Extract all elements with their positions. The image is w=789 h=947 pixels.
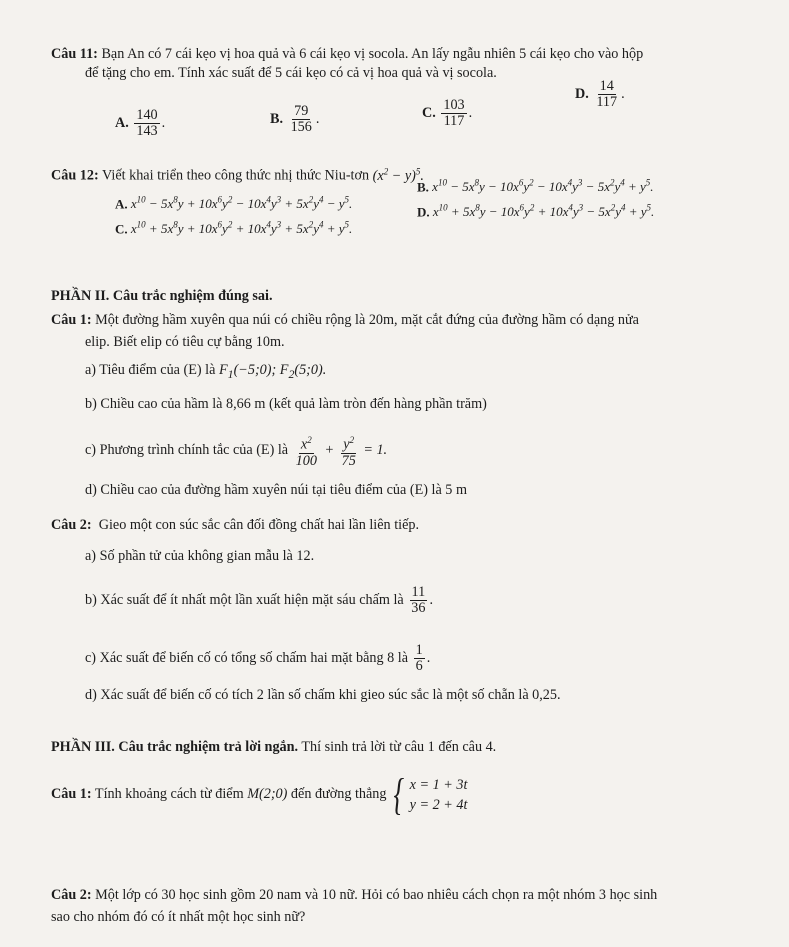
foci-expression: $F_1(-5;0)$; $F_2(5;0)$. [218,362,327,381]
p3-q2-label: Câu 2: [51,887,92,903]
q12-label: Câu 12: [51,167,99,184]
p2-q1-b[interactable]: b) Chiều cao của hầm là 8,66 m (kết quả làm tròn đến hàng phần trăm) [85,396,487,412]
p3-q2-text1: Một lớp có 30 học sinh gồm 20 nam và 10 nữ. Hỏi có bao nhiêu cách chọn ra một nhóm 3 học sinh [95,887,658,903]
part2-title: PHẦN II. Câu trắc nghiệm đúng sai. [51,288,273,304]
p3-q2-line2: sao cho nhóm đó có ít nhất một học sinh nữ? [51,909,306,925]
option-key: D. [575,85,589,102]
q11-text1: Bạn An có 7 cái kẹo vị hoa quả và 6 cái kẹo vị socola. An lấy ngẫu nhiên 5 cái kẹo cho vào hộp [101,46,644,62]
system-eq2: y = 2 + 4t [409,796,468,813]
part3-heading [51,738,496,756]
p2-q2-text: Gieo một con súc sắc cân đối đồng chất hai lần liên tiếp. [98,517,420,533]
q11-label: Câu 11: [51,46,98,62]
q12-option-c[interactable] [115,220,352,237]
option-expression: $x^{10} - 5x^8y - 10x^6y^2 - 10x^4y^3 - 5x^2y^4 + y^5$. [432,178,654,195]
p2-q1-line2: elip. Biết elip có tiêu cự bằng 10m. [85,334,285,350]
p2-q2-d[interactable]: d) Xác suất để biến cố có tích 2 lần số chấm khi gieo súc sắc là một số chẵn là 0,25. [85,687,561,703]
line-system [390,769,468,819]
fraction [441,98,466,129]
option-key: A. [115,114,129,131]
fraction [594,79,619,110]
q12-option-d[interactable] [417,203,654,220]
statement-text: b) Xác suất để ít nhất một lần xuất hiện mặt sáu chấm là [85,591,404,608]
p3-q1-text: Tính khoảng cách từ điểm [94,786,244,802]
denominator: 117 [596,94,618,110]
q12-text: Viết khai triển theo công thức nhị thức Niu-tơn [102,167,370,184]
denominator: 143 [136,123,158,139]
option-expression: $x^{10} + 5x^8y + 10x^6y^2 + 10x^4y^3 + 5x^2y^4 + y^5$. [130,220,353,237]
p2-q2-a[interactable]: a) Số phần tử của không gian mẫu là 12. [85,548,315,564]
q11-option-d[interactable]: D. $\frac{14}{117}$ . [575,78,625,110]
fraction [409,585,427,616]
p2-q1-a[interactable] [85,361,326,383]
denominator: 156 [290,119,312,135]
q12-option-b[interactable] [417,178,654,195]
system-eq1: x = 1 + 3t [409,776,468,793]
option-key: B. [417,179,429,195]
numerator: 103 [443,97,465,113]
numerator: 79 [294,103,309,119]
p3-q1-line [51,769,468,819]
q11-line1 [51,45,643,63]
p2-q1-d[interactable]: d) Chiều cao của đường hầm xuyên núi tại tiêu điểm của (E) là 5 m [85,482,467,498]
q11-option-b[interactable]: B. $\frac{79}{156}$ . [270,103,320,135]
option-key: A. [115,196,128,212]
option-key: C. [422,104,436,121]
option-key: B. [270,110,284,127]
statement-text: a) Tiêu điểm của (E) là [85,362,216,378]
denominator: 36 [411,600,426,616]
option-expression: $x^{10} + 5x^8y - 10x^6y^2 + 10x^4y^3 - 5x^2y^4 + y^5$. [432,203,655,220]
option-expression: $x^{10} - 5x^8y + 10x^6y^2 - 10x^4y^3 + 5x^2y^4 - y^5$. [130,195,353,212]
p2-q2-b[interactable]: b) Xác suất để ít nhất một lần xuất hiện mặt sáu chấm là $\frac{11}{36}$ . [85,584,434,616]
q11-option-c[interactable]: C. $\frac{103}{117}$ . [422,97,473,129]
p2-q1-c[interactable] [85,433,387,469]
fraction [289,104,314,135]
brace-icon: { [393,769,405,819]
q12-expression: $(x^2 - y)^5$. [372,166,424,184]
p3-q1-text2: đến đường thẳng [290,786,387,802]
fraction [414,643,425,674]
q11-option-a[interactable]: A. $\frac{140}{143}$ . [115,107,166,139]
option-key: C. [115,221,128,237]
numerator: 140 [136,107,158,123]
p2-q1-text1: Một đường hầm xuyên qua núi có chiều rộng là 20m, mặt cắt đứng của đường hầm có dạng nửa [95,312,639,328]
numerator: 1 [415,642,423,658]
p2-q2-c[interactable]: c) Xác suất để biến cố có tổng số chấm hai mặt bằng 8 là $\frac{1}{6}$ . [85,642,431,674]
p3-q1-point: M(2;0) [247,786,288,802]
denominator: 6 [415,658,423,674]
q11-line2: để tặng cho em. Tính xác suất để 5 cái kẹo có cả vị hoa quả và vị socola. [85,65,497,81]
p2-q1-label: Câu 1: [51,312,92,328]
option-key: D. [417,204,430,220]
statement-text: c) Phương trình chính tắc của (E) là [85,442,289,459]
part3-subtitle: Thí sinh trả lời từ câu 1 đến câu 4. [301,739,497,755]
statement-text: c) Xác suất để biến cố có tổng số chấm hai mặt bằng 8 là [85,649,409,666]
fraction [134,108,159,139]
ellipse-equation: $\frac{x^2}{100}$ + $\frac{y^2}{75}$ = 1. [295,435,388,469]
q12-option-a[interactable] [115,195,352,212]
denominator: 117 [443,113,465,129]
part3-title: PHẦN III. Câu trắc nghiệm trả lời ngắn. [51,739,299,755]
p2-q2-label: Câu 2: [51,517,92,533]
p2-q2-line [51,516,419,534]
numerator: 14 [599,78,614,94]
p3-q2-line1 [51,886,657,904]
p2-q1-line1 [51,311,639,329]
p3-q1-label: Câu 1: [51,786,92,802]
q12-line [51,162,424,185]
numerator: 11 [411,584,426,600]
